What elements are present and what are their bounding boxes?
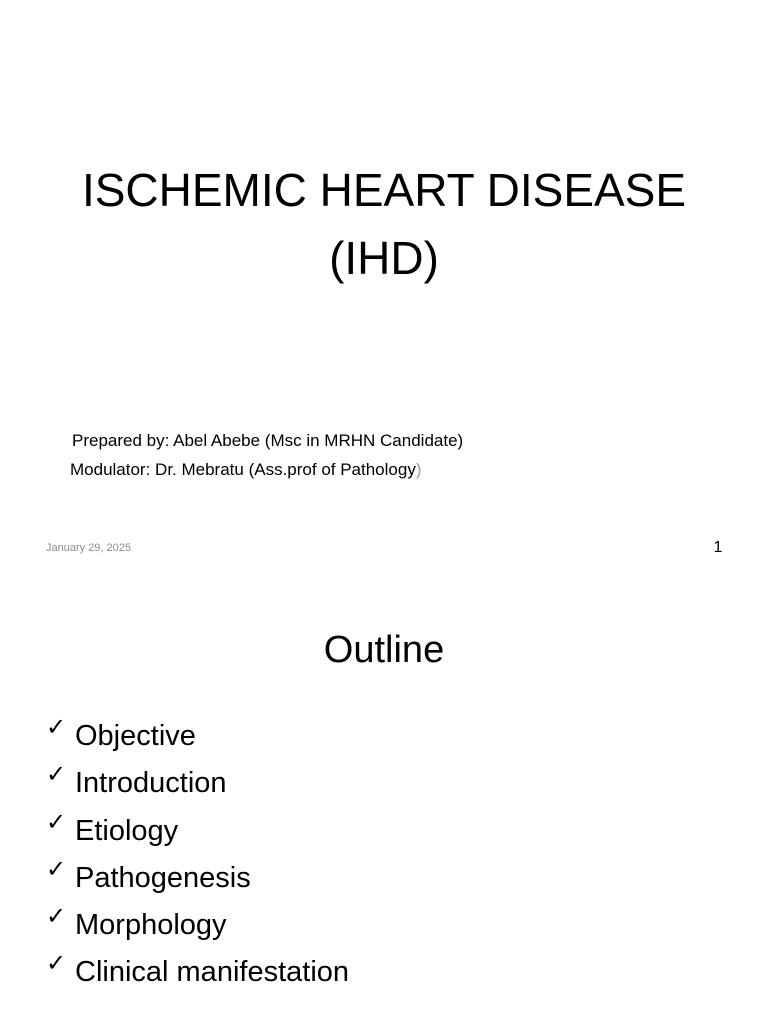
outline-item-label: Morphology (75, 909, 227, 942)
checkmark-icon: ✓ (46, 761, 67, 789)
title-line-1: ISCHEMIC HEART DISEASE (81, 164, 687, 216)
outline-item-etiology (46, 805, 349, 852)
outline-item-label: Etiology (75, 814, 179, 847)
outline-item-label: Pathogenesis (75, 861, 251, 894)
title-line-2: (IHD) (329, 232, 439, 284)
prepared-by-text: Prepared by: Abel Abebe (Msc in MRHN Candidate) (72, 431, 464, 450)
slide-outline (0, 580, 768, 1024)
checkmark-icon: ✓ (46, 903, 67, 931)
presenter-info (72, 426, 463, 484)
outline-item-pathogenesis (46, 852, 349, 899)
footer-date: January 29, 2025 (46, 542, 132, 554)
modulator-close-paren: ) (415, 460, 422, 479)
checkmark-icon: ✓ (46, 808, 67, 836)
outline-item-label: Objective (75, 720, 196, 752)
outline-title: Outline (323, 629, 445, 671)
checkmark-icon: ✓ (46, 855, 67, 883)
outline-item-clinical-manifestation (46, 946, 349, 993)
slide-title-heading (0, 156, 768, 292)
outline-item-label: Clinical manifestation (75, 956, 350, 989)
outline-item-objective (46, 710, 349, 757)
modulator-line (70, 455, 463, 484)
outline-list (46, 710, 349, 994)
checkmark-icon: ✓ (46, 714, 67, 741)
modulator-text: Modulator: Dr. Mebratu (Ass.prof of Pathology (70, 460, 416, 479)
outline-item-morphology (46, 899, 349, 946)
outline-item-label: Introduction (75, 767, 227, 800)
outline-item-introduction (46, 757, 349, 804)
page-number: 1 (713, 539, 723, 556)
checkmark-icon: ✓ (46, 950, 67, 978)
